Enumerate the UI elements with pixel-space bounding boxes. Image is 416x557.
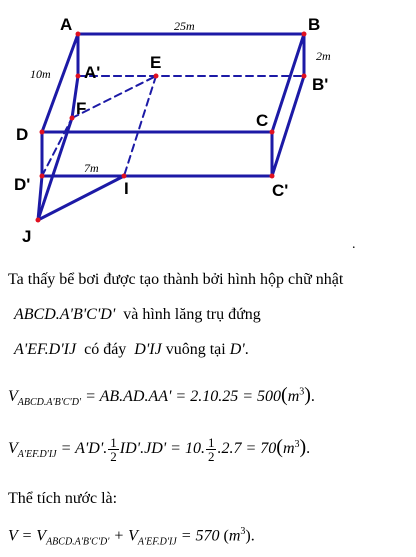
eq2-num1: 1 (110, 435, 117, 450)
label-a1: A' (84, 63, 101, 82)
label-d1: D' (14, 175, 31, 194)
eq2-den2: 2 (207, 449, 215, 464)
prism-expr: A'EF.D'IJ (14, 341, 77, 358)
point-d1 (40, 174, 45, 179)
equation-total-volume: $V = V_{ABCD.A'B'C'D'} + V_{A'EF.D'IJ} = 570$ $(m^3)$. (8, 526, 255, 548)
label-b: B (308, 15, 321, 34)
trailing-dot: . (352, 237, 356, 252)
dashed-ei (124, 76, 156, 176)
eq2-sub: A'EF.D'IJ (17, 449, 57, 461)
label-c: C (256, 111, 269, 130)
point-b (302, 32, 307, 37)
eq3-rhs: = 570 (180, 527, 220, 545)
point-c (270, 130, 275, 135)
eq1-sub: ABCD.A'B'C'D' (17, 397, 82, 408)
eq1-unit: m (287, 388, 300, 405)
eq2-den1: 2 (110, 449, 117, 464)
shapes-text: và hình lăng trụ đứng (123, 306, 261, 323)
label-b1: B' (312, 75, 329, 94)
eq1-rhs: = AB.AD.AA' = 2.10.25 = 500 (85, 388, 282, 405)
eq3-end: . (250, 527, 255, 545)
point-c1 (270, 174, 275, 179)
eq2-b: ID'.JD' = 10. (119, 440, 205, 458)
water-volume-text: Thể tích nước là: (8, 490, 118, 507)
eq3-v: V = V (8, 527, 47, 545)
prism-base: D'IJ (134, 341, 162, 358)
eq2-c: .2.7 = 70 (217, 440, 277, 458)
label-e: E (150, 53, 162, 72)
eq3-exp: 3 (240, 526, 246, 537)
paragraph-intro (8, 271, 343, 289)
eq3-sub2: A'EF.D'IJ (137, 536, 177, 548)
dim-bb1: 2m (316, 49, 331, 63)
prism-text-a: có đáy (84, 341, 127, 358)
box-expr: ABCD.A'B'C'D' (14, 306, 116, 323)
edge-b1c1 (272, 76, 304, 176)
eq2-num2: 1 (207, 435, 215, 450)
prism-text-b: vuông tại (165, 341, 226, 358)
eq3-sub1: ABCD.A'B'C'D' (46, 536, 110, 548)
paragraph-water-volume (8, 490, 117, 508)
label-f: F (76, 99, 87, 118)
edge-bc (272, 34, 304, 132)
eq2-exp: 3 (294, 438, 300, 450)
fraction-one-half-b (206, 436, 217, 463)
dim-ab: 25m (174, 19, 195, 33)
dim-aa1: 10m (30, 67, 51, 81)
eq3-plus: + V (113, 527, 138, 545)
point-i (122, 174, 127, 179)
intro-text: Ta thấy bể bơi được tạo thành bởi hình hộp chữ nhật (8, 271, 344, 288)
eq1-exp: 3 (299, 386, 305, 398)
label-j: J (22, 227, 32, 246)
label-a: A (60, 15, 73, 34)
label-d: D (16, 125, 29, 144)
pool-figure (0, 0, 416, 262)
eq2-unit: m (282, 440, 295, 458)
eq2-a: = A'D'. (60, 440, 108, 458)
equation-prism-volume: $V_{A'EF.D'IJ} = A'D'$. $\frac{1}{2}$ ID'.JD' = 10. $\frac{1}{2}$ $.2.7 = 70(m^3)$. (8, 435, 311, 464)
equation-box-volume: $V_{ABCD.A'B'C'D'} = AB.AD.AA' = 2.10.25 = 500(m^3)$. (8, 384, 315, 408)
eq2-v: V (8, 440, 18, 458)
point-b1 (302, 74, 307, 79)
point-d (40, 130, 45, 135)
point-e (154, 74, 159, 79)
paragraph-shapes (14, 306, 261, 324)
point-f (70, 116, 75, 121)
prism-dot: . (244, 341, 249, 358)
point-j (36, 218, 41, 223)
eq3-unit: m (228, 527, 241, 545)
label-c1: C' (272, 181, 289, 200)
paragraph-prism (14, 341, 249, 359)
point-a1 (76, 74, 81, 79)
prism-vertex: D' (229, 341, 245, 358)
dim-d1i: 7m (84, 161, 99, 175)
fraction-one-half-a (108, 436, 119, 463)
eq1-v: V (8, 388, 18, 405)
eq2-end: . (306, 440, 311, 458)
point-a (76, 32, 81, 37)
label-i: I (124, 179, 129, 198)
eq1-end: . (310, 388, 315, 405)
